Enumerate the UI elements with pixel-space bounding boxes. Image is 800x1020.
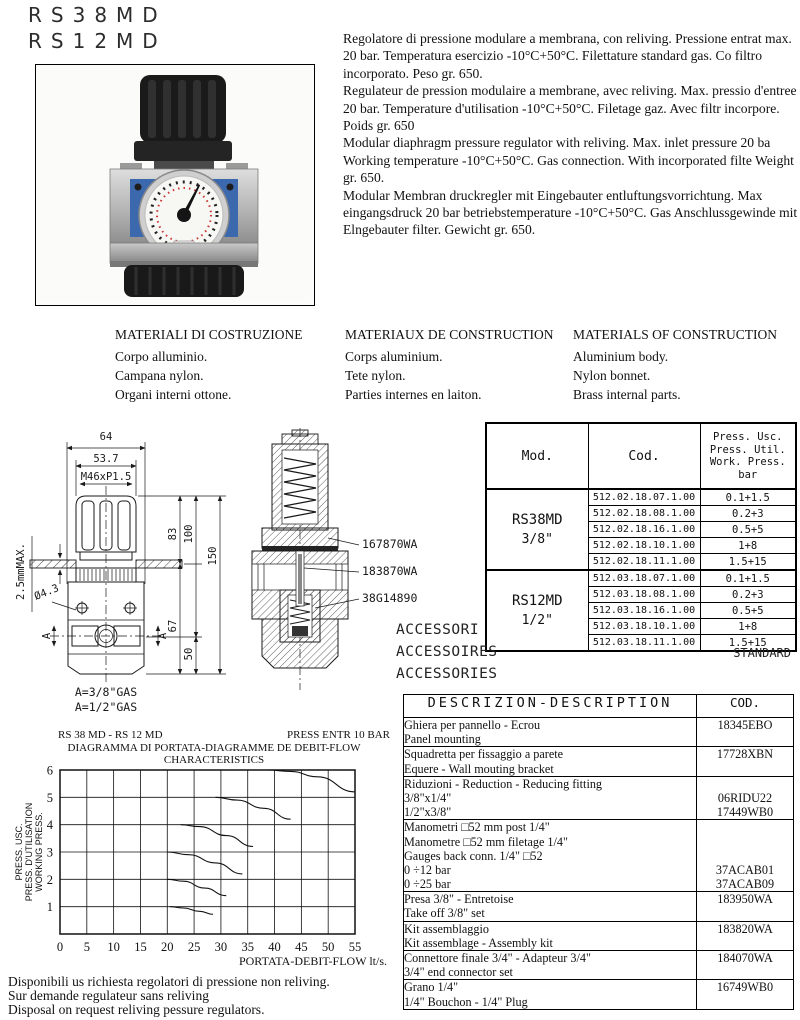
acc-header-description: DESCRIZION-DESCRIPTION	[404, 695, 697, 718]
gas-note-1: A=3/8"GAS	[74, 685, 138, 699]
table-row: Riduzioni - Reduction - Reducing fitting 3/8"x1/4" 1/2"x3/8" 06RIDU22 17449WB0	[404, 776, 794, 820]
svg-text:45: 45	[295, 940, 308, 954]
table-row: Manometri □52 mm post 1/4" Manometre □52 mm filetage 1/4" Gauges back conn. 1/4" □52 0 ÷12 bar 0 ÷25 bar 37ACAB01 37ACAB09	[404, 820, 794, 892]
base-cap	[124, 265, 244, 297]
svg-text:50: 50	[321, 940, 335, 954]
material-item: Brass internal parts.	[573, 387, 681, 402]
materials-column-fr	[345, 327, 573, 404]
material-item: Organi interni ottone.	[115, 387, 232, 402]
chart-title: DIAGRAMMA DI PORTATA-DIAGRAMME DE DEBIT-FLOW CHARACTERISTICS	[67, 742, 361, 766]
table-row: 512.02.18.11.1.00 1.5+15	[486, 554, 796, 571]
description-de: Modular Membran druckregler mit Eingebauter entluftungsvorrichtung. Max eingangsdruck 20 bar betriebstemperature -10°C+50°C. Gas Anschlussgewinde mit Elngebauter filter. Gewicht gr. 650.	[343, 187, 798, 238]
dim-64: 64	[99, 431, 113, 443]
svg-text:55: 55	[348, 940, 362, 954]
svg-text:25: 25	[187, 940, 201, 954]
dim-hole: Ø4.3	[32, 582, 61, 603]
table-row: 512.02.18.08.1.00 0.2+3	[486, 506, 796, 522]
regulator-photo-art	[36, 65, 311, 302]
table-row: Squadretta per fissaggio a parete Equere - Wall mouting bracket 17728XBN	[404, 747, 794, 776]
flow-chart-canvas	[12, 756, 395, 972]
material-item: Parties internes en laiton.	[345, 387, 482, 402]
table-row: RS12MD 1/2" 512.03.18.07.1.00 0.1+1.5	[486, 570, 796, 587]
materials-title-it: MATERIALI DI COSTRUZIONE	[115, 327, 303, 342]
product-photo	[35, 64, 315, 306]
y-axis-label-line2: PRESS. D'UTILISATION	[24, 802, 34, 902]
svg-text:30: 30	[214, 940, 228, 954]
table-row: Kit assemblaggio Kit assemblage - Assembly kit 183820WA	[404, 921, 794, 950]
svg-text:10: 10	[107, 940, 120, 954]
standard-note: STANDARD	[733, 646, 791, 660]
table-row: 512.03.18.10.1.00 1+8	[486, 619, 796, 635]
part-label-2: 183870WA	[362, 564, 418, 578]
dim-67: 67	[167, 619, 179, 633]
material-item: Corps aluminium.	[345, 349, 443, 364]
part-label-3: 38G14890	[362, 591, 418, 605]
material-item: Nylon bonnet.	[573, 368, 651, 383]
description-en: Modular diaphragm pressure regulator with reliving. Max. inlet pressure 20 ba Working temperature -10°C+50°C. Gas connection. With incorporated filte Weight gr. 650.	[343, 135, 794, 186]
description-fr: Regulateur de pression modulaire a membrane, avec reliving. Max. pressio d'entree 20 bar. Temperature d'utilisation -10°C+50°C. Filetage gaz. Avec filtr incorpore. Poids gr. 650	[343, 83, 797, 134]
dim-50: 50	[183, 647, 195, 661]
svg-text:6: 6	[46, 763, 53, 778]
description-it: Regolatore di pressione modulare a membrana, con reliving. Pressione entrat max. 20 bar. Temperatura esercizio -10°C+50°C. Filettature standard gas. Co filtro incorporato. Peso gr. 650.	[343, 31, 792, 81]
chart-inlet-pressure-label: PRESS ENTR 10 BAR	[287, 729, 390, 741]
y-axis-label-line3: WORKING PRESS.	[34, 812, 44, 892]
dim-port-a-left: A	[41, 632, 53, 640]
material-item: Tete nylon.	[345, 368, 406, 383]
svg-text:0: 0	[56, 940, 64, 954]
footnote-it: Disponibili us richiesta regolatori di pressione non reliving.	[8, 974, 330, 989]
svg-text:20: 20	[161, 940, 174, 954]
model-cell-rs38md: RS38MD 3/8"	[486, 489, 588, 570]
dim-thread: M46xP1.5	[80, 471, 132, 483]
table-row: 512.02.18.16.1.00 0.5+5	[486, 522, 796, 538]
footnote-en: Disposal on request reliving pessure regulators.	[8, 1001, 265, 1017]
svg-text:4: 4	[46, 818, 53, 833]
accessories-heading: ACCESSORI ACCESSOIRES ACCESSORIES	[396, 622, 498, 682]
col-header-press: Press. Usc. Press. Util. Work. Press. bar	[700, 423, 796, 489]
x-axis-label: PORTATA-DEBIT-FLOW lt/s.	[238, 954, 387, 968]
dim-port-a-right: A	[157, 632, 169, 640]
table-row: 512.03.18.08.1.00 0.2+3	[486, 587, 796, 603]
footnote-fr: Sur demande regulateur sans reliving	[8, 987, 209, 1003]
svg-text:3: 3	[46, 845, 53, 860]
table-row: Connettore finale 3/4" - Adapteur 3/4" 3/4" end connector set 184070WA	[404, 951, 794, 980]
svg-text:1: 1	[46, 900, 53, 915]
dim-100: 100	[183, 524, 195, 544]
materials-title-en: MATERIALS OF CONSTRUCTION	[573, 327, 778, 342]
materials-column-it	[115, 327, 343, 404]
svg-text:35: 35	[241, 940, 254, 954]
svg-text:5: 5	[46, 790, 53, 805]
part-label-1: 167870WA	[362, 537, 418, 551]
footnotes	[8, 975, 330, 1017]
table-row: 512.03.18.16.1.00 0.5+5	[486, 603, 796, 619]
dim-150: 150	[207, 546, 219, 566]
material-item: Corpo alluminio.	[115, 349, 208, 364]
model-code-line2: RS12MD	[28, 29, 167, 53]
y-axis-label-line1: PRESS. USC.	[14, 823, 24, 881]
table-row: Grano 1/4" 1/4" Bouchon - 1/4" Plug 16749WB0	[404, 980, 794, 1009]
dim-53-7: 53.7	[93, 453, 119, 465]
materials-column-en	[573, 327, 800, 404]
material-item: Aluminium body.	[573, 349, 669, 364]
acc-header-cod: COD.	[697, 695, 794, 718]
svg-text:40: 40	[268, 940, 281, 954]
product-description	[343, 30, 800, 239]
svg-text:2: 2	[46, 872, 53, 887]
dim-panel-max: 2.5mmMAX.	[15, 543, 27, 600]
accessories-table	[403, 694, 794, 1010]
model-cell-rs12md: RS12MD 1/2"	[486, 570, 588, 651]
dim-83: 83	[167, 527, 179, 541]
table-row: Presa 3/8" - Entretoise Take off 3/8" set 183950WA	[404, 892, 794, 921]
model-codes	[28, 2, 167, 54]
dimension-drawing	[10, 424, 240, 720]
material-item: Campana nylon.	[115, 368, 204, 383]
table-row: RS38MD 3/8" 512.02.18.07.1.00 0.1+1.5	[486, 489, 796, 506]
chart-models-label: RS 38 MD - RS 12 MD	[58, 729, 163, 741]
col-header-cod: Cod.	[588, 423, 700, 489]
gas-note-2: A=1/2"GAS	[74, 700, 138, 714]
svg-text:15: 15	[134, 940, 147, 954]
table-row: 512.02.18.10.1.00 1+8	[486, 538, 796, 554]
table-row: Ghiera per pannello - Ecrou Panel mounting 18345EBO	[404, 718, 794, 747]
svg-text:5: 5	[83, 940, 90, 954]
materials-title-fr: MATERIAUX DE CONSTRUCTION	[345, 327, 554, 342]
table-row: 512.03.18.11.1.00 1.5+15	[486, 635, 796, 652]
model-code-line1: RS38MD	[28, 3, 167, 27]
chart-header-row	[58, 729, 390, 741]
model-code-table	[485, 422, 797, 652]
col-header-mod: Mod.	[486, 423, 588, 489]
